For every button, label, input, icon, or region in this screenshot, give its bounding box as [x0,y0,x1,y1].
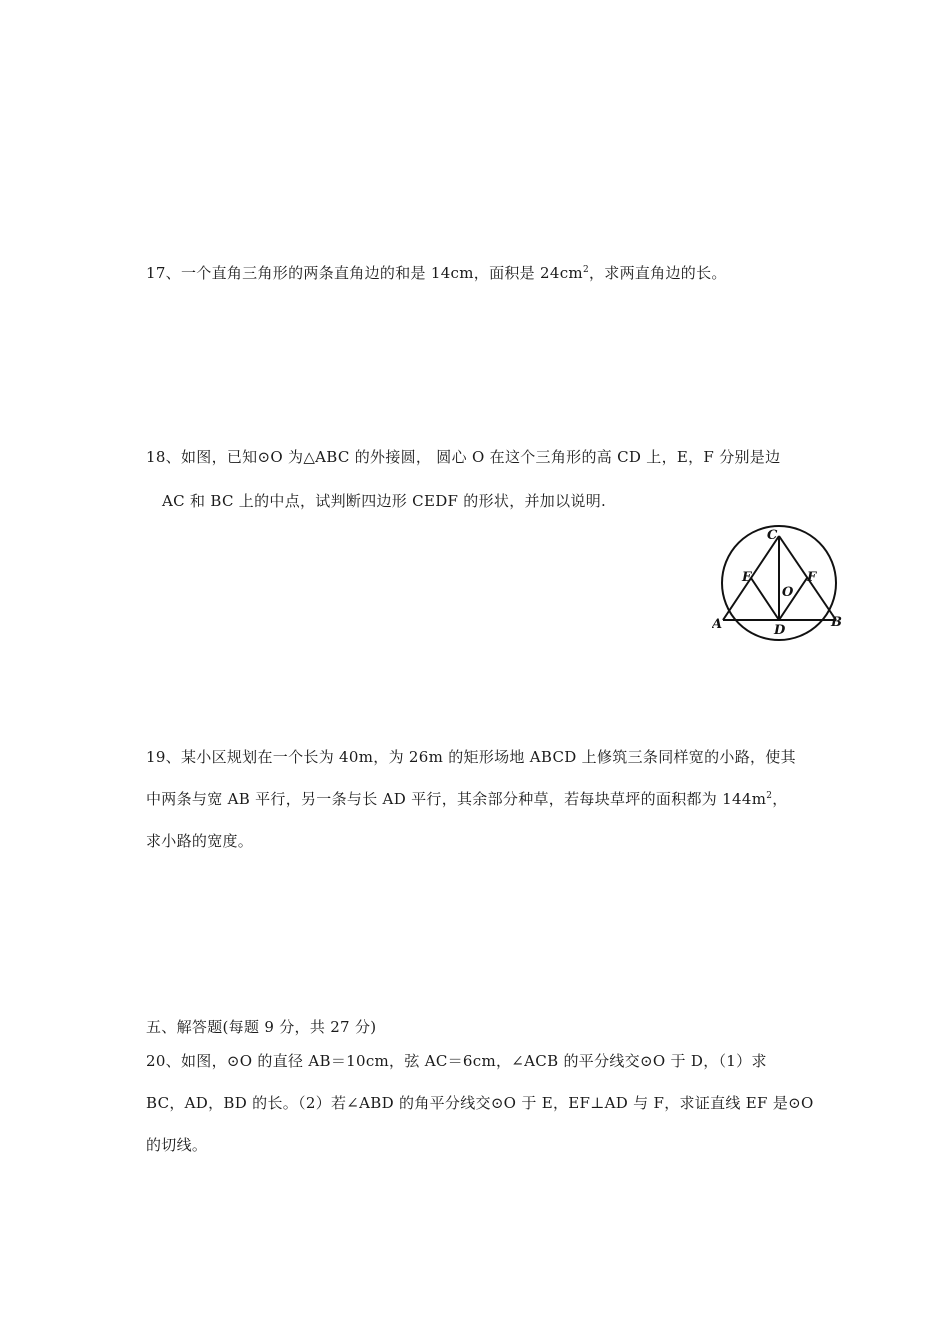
section-5-heading: 五、解答题(每题 9 分，共 27 分) [146,1018,377,1036]
q19-superscript: 2 [766,791,773,801]
segment-ed [751,578,779,620]
q17-text-b: ，求两直角边的长。 [588,264,727,282]
q19-line-2 [146,788,788,809]
q19-line-3: 求小路的宽度。 [146,832,254,850]
q19-line-2-b: ， [772,790,788,808]
q18-line-1: 18、如图，已知⊙O 为△ABC 的外接圆， 圆心 O 在这个三角形的高 CD 上，E，F 分别是边 [146,448,781,466]
label-f: F [807,570,817,585]
q20-line-3: 的切线。 [146,1136,208,1154]
circle-triangle-figure [712,524,846,654]
label-a: A [712,617,723,632]
q20-line-2: BC，AD，BD 的长。（2）若∠ABD 的角平分线交⊙O 于 E，EF⊥AD 与 F，求证直线 EF 是⊙O [146,1094,814,1112]
q20-line-1: 20、如图，⊙O 的直径 AB＝10cm，弦 AC＝6cm，∠ACB 的平分线交⊙O 于 D，（1）求 [146,1052,767,1070]
q17-text [146,262,727,283]
q17-superscript: 2 [582,265,589,275]
label-d: D [774,623,786,638]
label-e: E [742,570,752,585]
q19-line-1: 19、某小区规划在一个长为 40m，为 26m 的矩形场地 ABCD 上修筑三条同样宽的小路，使其 [146,748,796,766]
q17-text-a: 17、一个直角三角形的两条直角边的和是 14cm，面积是 24cm [146,264,583,282]
label-b: B [831,615,842,630]
label-c: C [767,528,778,543]
q19-line-2-a: 中两条与宽 AB 平行，另一条与长 AD 平行，其余部分种草，若每块草坪的面积都为 144m [146,790,767,808]
q18-line-2: AC 和 BC 上的中点，试判断四边形 CEDF 的形状，并加以说明. [162,492,607,510]
label-o: O [782,585,794,600]
